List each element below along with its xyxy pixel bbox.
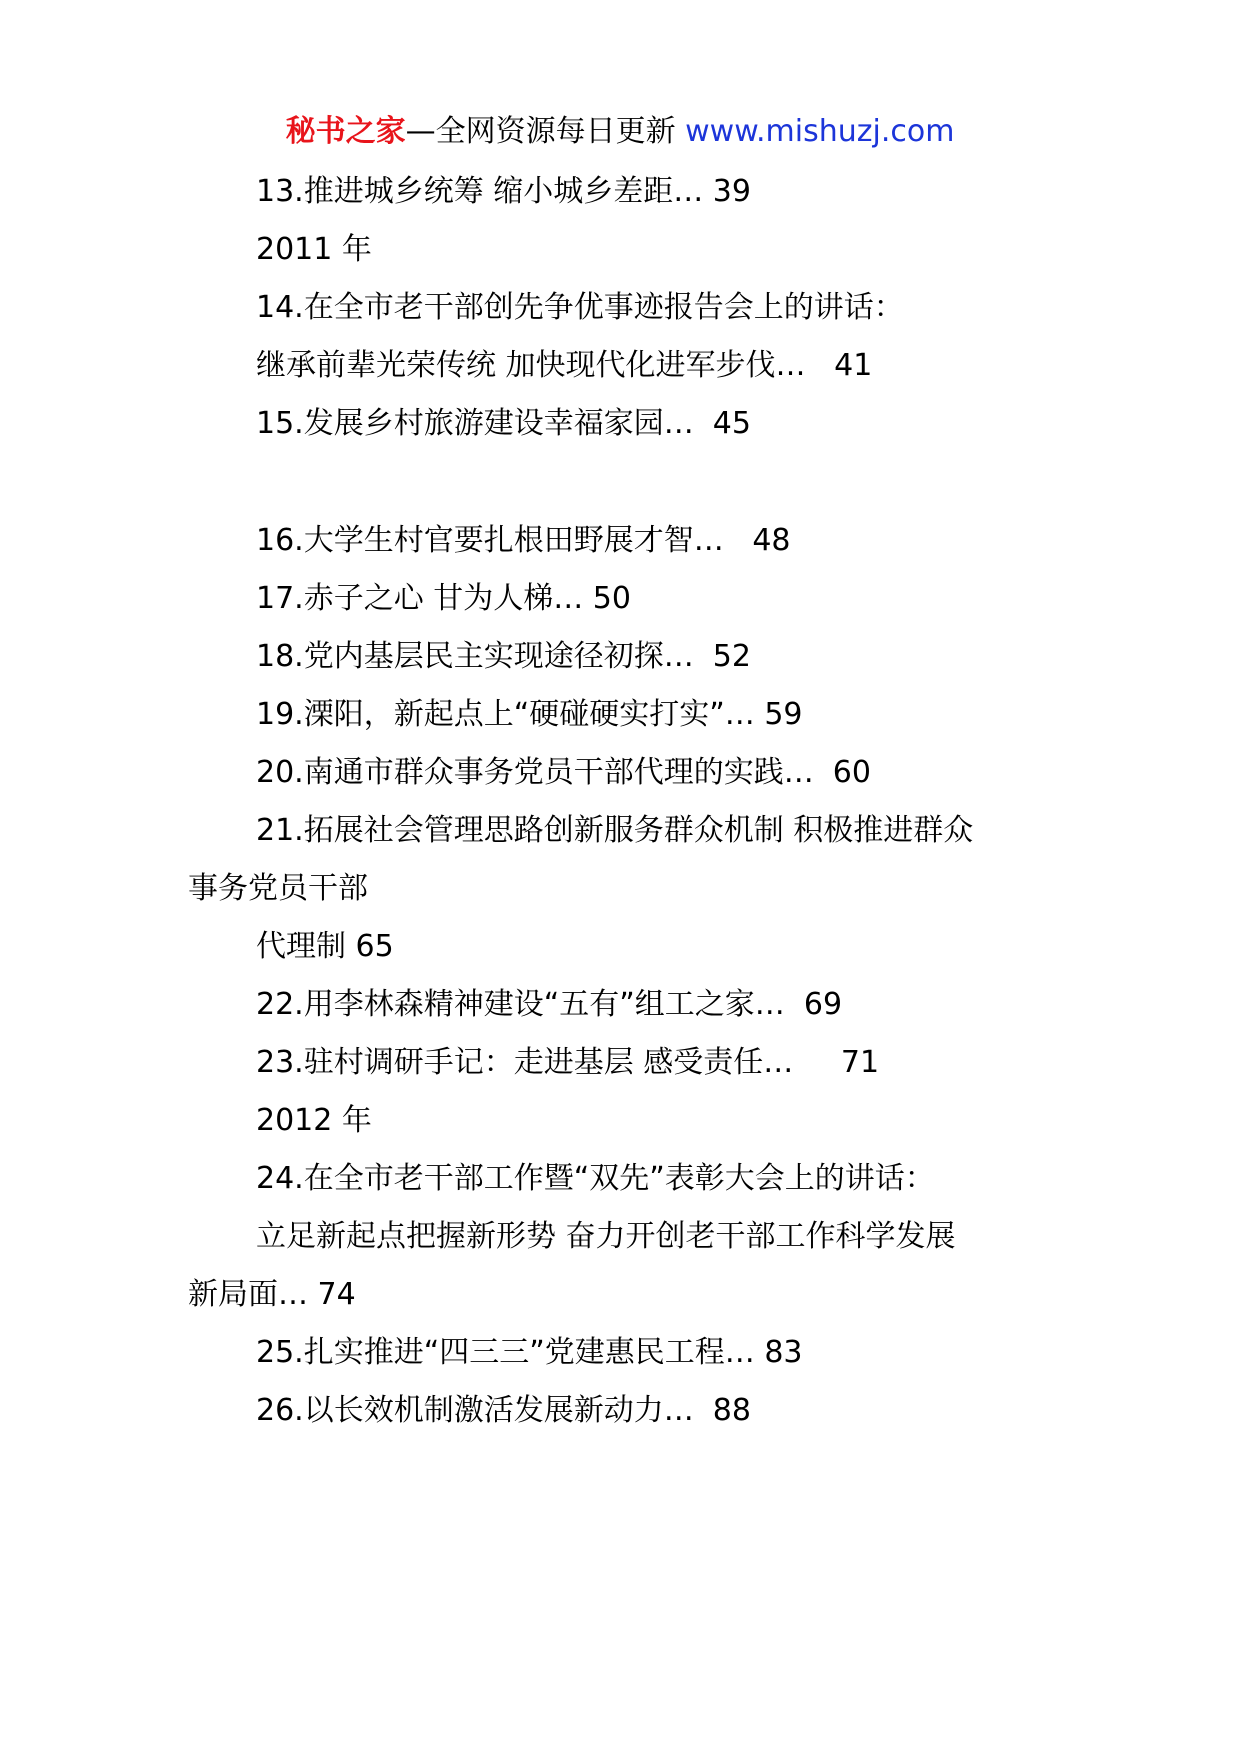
toc-entry-continuation: 代理制 65 — [256, 929, 394, 964]
toc-entry-continuation: 新局面… 74 — [188, 1277, 356, 1312]
toc-year-heading: 2011 年 — [256, 232, 372, 267]
toc-entry: 26.以长效机制激活发展新动力… 88 — [256, 1393, 751, 1428]
toc-year-heading: 2012 年 — [256, 1103, 372, 1138]
site-header — [0, 110, 1240, 154]
toc-entry: 25.扎实推进“四三三”党建惠民工程… 83 — [256, 1335, 803, 1370]
toc-entry-continuation: 立足新起点把握新形势 奋力开创老干部工作科学发展 — [256, 1219, 956, 1254]
toc-entry: 22.用李林森精神建设“五有”组工之家… 69 — [256, 987, 843, 1022]
toc-entry: 23.驻村调研手记：走进基层 感受责任… 71 — [256, 1045, 880, 1080]
toc-entry: 19.溧阳，新起点上“硬碰硬实打实”… 59 — [256, 697, 803, 732]
toc-entry: 16.大学生村官要扎根田野展才智… 48 — [256, 523, 791, 558]
site-tagline: —全网资源每日更新 — [405, 114, 686, 149]
toc-entry-continuation: 继承前辈光荣传统 加快现代化进军步伐… 41 — [256, 348, 873, 383]
toc-entry: 14.在全市老干部创先争优事迹报告会上的讲话： — [256, 290, 904, 325]
site-brand: 秘书之家 — [285, 114, 406, 149]
toc-entry: 21.拓展社会管理思路创新服务群众机制 积极推进群众 — [256, 813, 974, 848]
site-url-link[interactable]: www.mishuzj.com — [685, 114, 955, 149]
toc-entry-continuation: 事务党员干部 — [188, 871, 368, 906]
toc-entry: 17.赤子之心 甘为人梯… 50 — [256, 581, 631, 616]
toc-entry: 13.推进城乡统筹 缩小城乡差距… 39 — [256, 174, 751, 209]
toc-entry: 18.党内基层民主实现途径初探… 52 — [256, 639, 751, 674]
toc-entry: 24.在全市老干部工作暨“双先”表彰大会上的讲话： — [256, 1161, 935, 1196]
toc-entry: 20.南通市群众事务党员干部代理的实践… 60 — [256, 755, 871, 790]
toc-entry: 15.发展乡村旅游建设幸福家园… 45 — [256, 406, 751, 441]
